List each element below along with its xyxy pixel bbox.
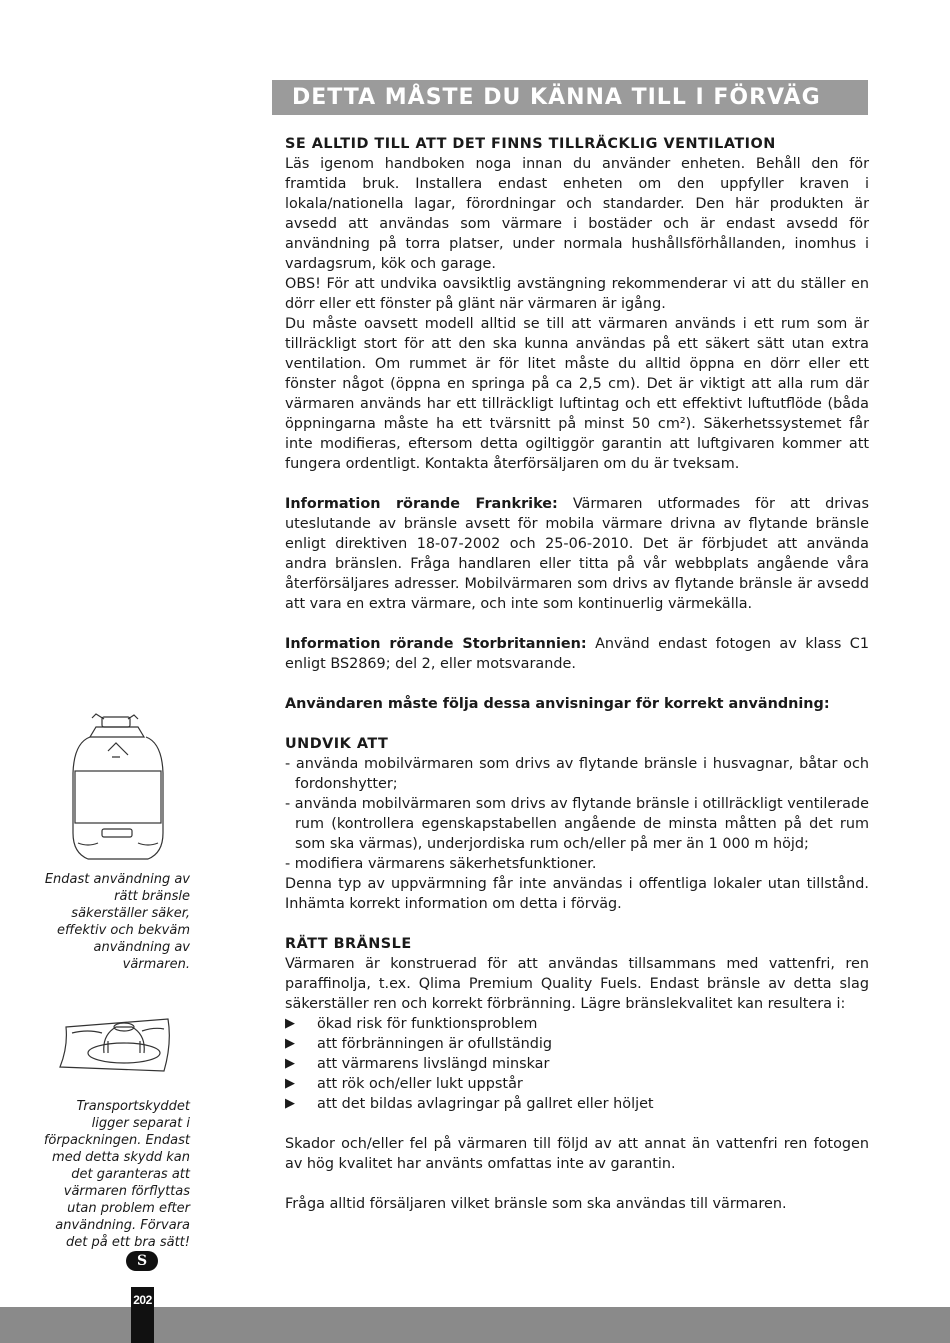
bullet-arrow-icon: ▶ xyxy=(285,1056,295,1071)
avoid-item: - modifiera värmarens säkerhetsfunktioner. xyxy=(285,856,597,872)
bullet-text: att det bildas avlagringar på gallret eller höljet xyxy=(317,1096,654,1112)
ask-dealer-note: Fråga alltid försäljaren vilket bränsle som ska användas till värmaren. xyxy=(285,1196,787,1212)
bullet-item xyxy=(285,1074,869,1094)
ventilation-paragraph-3: Du måste oavsett modell alltid se till att värmaren används i ett rum som är tillräckligt stort för att den ska kunna användas på ett säkert sätt utan extra ventilation. Om rummet är för litet måste du alltid öppna en dörr eller ett fönster något (öppna en springa på ca 2,5 cm). Det är viktigt att alla rum där värmaren används har ett tillräckligt luftintag och ett effektivt luftutflöde (båda öppningarna måste ha ett tvärsnitt på minst 50 cm²). Säkerhetssystemet får inte modifieras, eftersom detta ogiltiggör garantin att luftgivaren kommer att fungera ordentligt. Kontakta återförsäljaren om du är tveksam. xyxy=(285,316,869,472)
fuel-intro: Värmaren är konstruerad för att användas tillsammans med vattenfri, ren paraffinolja, t.ex. Qlima Premium Quality Fuels. Endast bränsle av detta slag säkerställer ren och korrekt förbränning. Lägre bränslekvalitet kan resultera i: xyxy=(285,956,869,1012)
warranty-note: Skador och/eller fel på värmaren till följd av att annat än vattenfri ren fotogen av hög kvalitet har använts omfattas inte av garantin. xyxy=(285,1136,869,1172)
bullet-arrow-icon: ▶ xyxy=(285,1076,295,1091)
bullet-arrow-icon: ▶ xyxy=(285,1036,295,1051)
bullet-item xyxy=(285,1054,869,1074)
bullet-arrow-icon: ▶ xyxy=(285,1016,295,1031)
transport-caption: Transportskyddet ligger separat i förpackningen. Endast med detta skydd kan det garanteras att värmaren förflyttas utan problem efter användning. Förvara det på ett bra sätt! xyxy=(43,1099,190,1250)
bullet-item xyxy=(285,1014,869,1034)
bullet-text: ökad risk för funktionsproblem xyxy=(317,1016,538,1032)
page-title: DETTA MÅSTE DU KÄNNA TILL I FÖRVÄG xyxy=(272,80,868,115)
page-number: 202 xyxy=(131,1287,154,1343)
uk-info xyxy=(285,634,869,674)
ventilation-paragraph-1: Läs igenom handboken noga innan du använder enheten. Behåll den för framtida bruk. Installera endast enheten om den uppfyller kraven i lokala/nationella lagar, förordningar och standarder. Den här produkten är avsedd att användas som värmare i bostäder och är endast avsedd för användning på torra platser, under normala hushållsförhållanden, inomhus i vardagsrum, kök och garage. xyxy=(285,156,869,272)
avoid-heading: UNDVIK ATT xyxy=(285,736,389,752)
fuel-heading: RÄTT BRÄNSLE xyxy=(285,936,412,952)
uk-text: Använd endast fotogen av klass C1 enligt BS2869; del 2, eller motsvarande. xyxy=(285,636,869,672)
avoid-item: - använda mobilvärmaren som drivs av flytande bränsle i otillräckligt ventilerade rum (kontrollera egenskapstabellen angående de minsta måtten på det rum som ska värmas), underjordiska rum och/eller på mer än 1 000 m höjd; xyxy=(285,796,869,852)
language-badge: S xyxy=(126,1251,158,1271)
france-text: Värmaren utformades för att drivas uteslutande av bränsle avsett för mobila värmare drivna av flytande bränsle enligt direktiven 18-07-2002 och 25-06-2010. Det är förbjudet att använda andra bränslen. Fråga handlaren eller titta på vår webbplats angående våra återförsäljares adresser. Mobilvärmaren som drivs av flytande bränsle är avsedd att vara en extra värmare, och inte som kontinuerlig värmekälla. xyxy=(285,496,869,612)
ventilation-paragraph-2: OBS! För att undvika oavsiktlig avstängning rekommenderar vi att du ställer en dörr eller ett fönster på glänt när värmaren är igång. xyxy=(285,276,869,312)
bullet-text: att rök och/eller lukt uppstår xyxy=(317,1076,523,1092)
bullet-text: att värmarens livslängd minskar xyxy=(317,1056,550,1072)
avoid-note: Denna typ av uppvärmning får inte användas i offentliga lokaler utan tillstånd. Inhämta korrekt information om detta i förväg. xyxy=(285,876,869,912)
bullet-item xyxy=(285,1034,869,1054)
uk-label: Information rörande Storbritannien: xyxy=(285,636,587,652)
bullet-item xyxy=(285,1094,869,1114)
france-info xyxy=(285,494,869,614)
bullet-arrow-icon: ▶ xyxy=(285,1096,295,1111)
ventilation-heading: SE ALLTID TILL ATT DET FINNS TILLRÄCKLIG VENTILATION xyxy=(285,136,776,152)
fuel-caption: Endast användning av rätt bränsle säkerställer säker, effektiv och bekväm användning av värmaren. xyxy=(44,872,190,972)
avoid-item: - använda mobilvärmaren som drivs av flytande bränsle i husvagnar, båtar och fordonshytter; xyxy=(285,756,869,792)
fuel-can-illustration xyxy=(68,713,172,865)
main-content xyxy=(285,134,869,1214)
france-label: Information rörande Frankrike: xyxy=(285,496,558,512)
transport-cap-illustration xyxy=(58,1013,178,1077)
user-instructions: Användaren måste följa dessa anvisningar för korrekt användning: xyxy=(285,696,830,712)
bullet-text: att förbränningen är ofullständig xyxy=(317,1036,553,1052)
